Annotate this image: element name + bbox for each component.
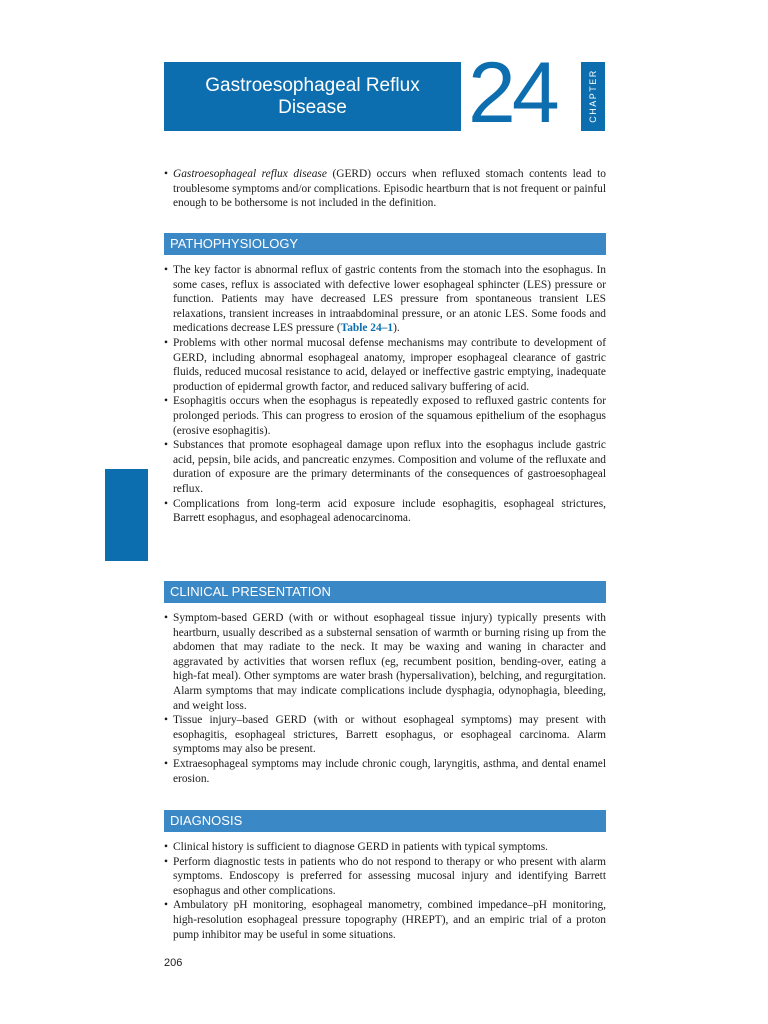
list-item: • Esophagitis occurs when the esophagus is repeatedly exposed to refluxed gastric contents for prolonged periods. This can progress to erosion of the squamous epithelium of the esophagus (erosive esophagitis).	[164, 394, 606, 438]
bullet-text: ).	[393, 322, 400, 335]
chapter-tag	[581, 62, 605, 131]
page-number: 206	[164, 957, 183, 969]
list-item: • Complications from long-term acid exposure include esophagitis, esophageal strictures, Barrett esophagus, and esophageal adenocarcinoma.	[164, 497, 606, 526]
list-item: • Tissue injury–based GERD (with or without esophageal symptoms) may present with esophagitis, esophageal strictures, Barrett esophagus, or esophageal carcinoma. Alarm symptoms may also be present.	[164, 713, 606, 757]
list-item: • Perform diagnostic tests in patients who do not respond to therapy or who present with alarm symptoms. Endoscopy is preferred for assessing mucosal injury and identifying Barrett esophagus and other complications.	[164, 855, 606, 899]
section-heading-pathophysiology: PATHOPHYSIOLOGY	[164, 233, 606, 255]
list-item: • Problems with other normal mucosal defense mechanisms may contribute to development of GERD, including abnormal esophageal anatomy, improper esophageal clearance of gastric fluids, reduced mucosal resistance to acid, delayed or ineffective gastric emptying, inadequate production of epidermal growth factor, and reduced salivary buffering of acid.	[164, 336, 606, 394]
sidebar-tab	[105, 469, 148, 561]
list-item: • Extraesophageal symptoms may include chronic cough, laryngitis, asthma, and dental enamel erosion.	[164, 757, 606, 786]
intro-block	[164, 167, 606, 211]
chapter-title	[164, 62, 461, 131]
clinical-list	[164, 611, 606, 786]
list-item: • Symptom-based GERD (with or without esophageal tissue injury) typically presents with heartburn, usually described as a substernal sensation of warmth or burning rising up from the abdomen that may radiate to the neck. It may be waxing and waning in character and aggravated by activities that worsen reflux (eg, recumbent position, bending-over, eating a high-fat meal). Other symptoms are water brash (hypersalivation), belching, and regurgitation. Alarm symptoms that may indicate complications include dysphagia, odynophagia, bleeding, and weight loss.	[164, 611, 606, 713]
chapter-number: 24	[468, 45, 556, 141]
intro-term: Gastroesophageal reflux disease	[173, 168, 327, 180]
chapter-title-line1: Gastroesophageal Reflux	[205, 74, 420, 96]
pathophysiology-list	[164, 263, 606, 526]
chapter-label: CHAPTER	[588, 69, 598, 123]
diagnosis-list	[164, 840, 606, 942]
list-item: • Substances that promote esophageal damage upon reflux into the esophagus include gastric acid, pepsin, bile acids, and pancreatic enzymes. Composition and volume of the refluxate and duration of exposure are the primary determinants of the consequences of gastroesophageal reflux.	[164, 438, 606, 496]
intro-text: (GERD) occurs when refluxed stomach contents lead to troublesome symptoms and/or complications. Episodic heartburn that is not frequent or painful enough to be bothersome is not included in the definition.	[173, 168, 606, 210]
list-item	[164, 263, 606, 336]
list-item: • Ambulatory pH monitoring, esophageal manometry, combined impedance–pH monitoring, high-resolution esophageal pressure topography (HREPT), and an empiric trial of a proton pump inhibitor may be useful in some situations.	[164, 898, 606, 942]
chapter-title-line2: Disease	[278, 96, 347, 118]
list-item	[164, 167, 606, 211]
table-reference-link[interactable]: Table 24–1	[340, 322, 394, 335]
section-heading-clinical-presentation: CLINICAL PRESENTATION	[164, 581, 606, 603]
bullet-text: The key factor is abnormal reflux of gastric contents from the stomach into the esophagus. In some cases, reflux is associated with defective lower esophageal sphincter (LES) pressure or function. Patients may have decreased LES pressure from spontaneous transient LES relaxations, transient increases in intraabdominal pressure, or an atonic LES. Some foods and medications decrease LES pressure (	[173, 264, 606, 335]
list-item: • Clinical history is sufficient to diagnose GERD in patients with typical symptoms.	[164, 840, 606, 855]
section-heading-diagnosis: DIAGNOSIS	[164, 810, 606, 832]
